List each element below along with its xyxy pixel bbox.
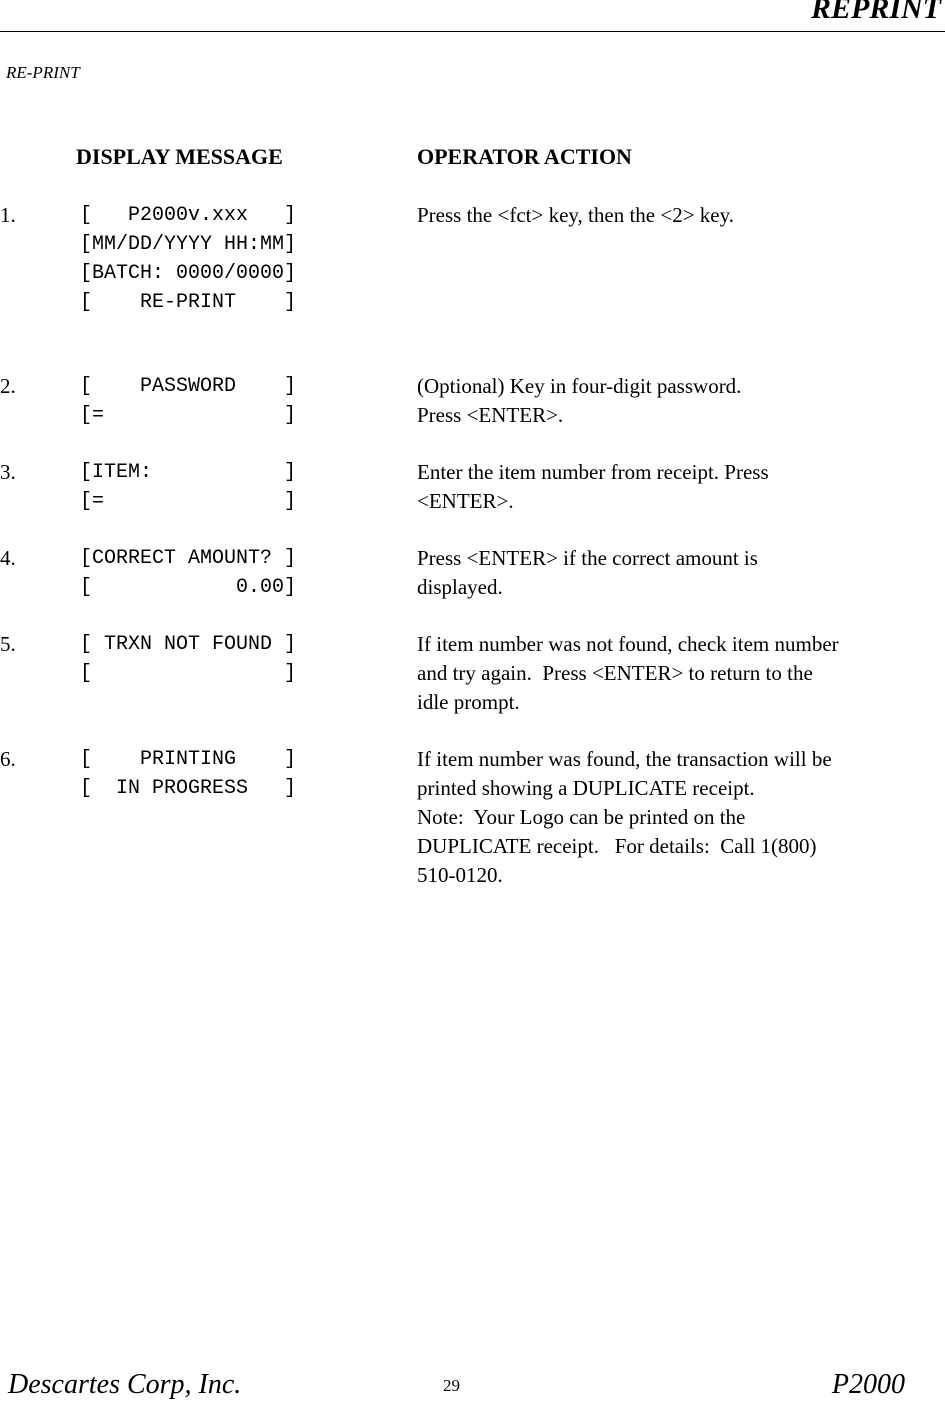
display-message — [80, 630, 342, 688]
footer-company-name: Descartes Corp, Inc. — [8, 1369, 242, 1400]
display-line: [ PASSWORD ] — [80, 375, 297, 398]
action-line: Press <ENTER>. — [417, 403, 564, 427]
footer-page-number: 29 — [443, 1376, 460, 1395]
operator-action — [417, 544, 927, 602]
step-number: 1. — [0, 203, 16, 227]
action-line: DUPLICATE receipt. For details: Call 1(800) — [417, 834, 817, 858]
display-message — [80, 745, 342, 803]
section-label: RE-PRINT — [6, 63, 80, 82]
display-line: [ RE-PRINT ] — [80, 291, 297, 314]
display-line: [MM/DD/YYYY HH:MM] — [80, 233, 297, 256]
footer-product-name: P2000 — [831, 1369, 905, 1400]
action-line: Note: Your Logo can be printed on the — [417, 805, 746, 829]
display-line: [CORRECT AMOUNT? ] — [80, 547, 297, 570]
operator-action-heading: OPERATOR ACTION — [417, 144, 632, 169]
display-line: [ P2000v.xxx ] — [80, 204, 297, 227]
action-line: If item number was found, the transaction will be — [417, 747, 832, 771]
action-line: displayed. — [417, 575, 503, 599]
operator-action — [417, 630, 927, 717]
operator-action — [417, 201, 927, 230]
display-line: [ 0.00] — [80, 576, 297, 599]
action-line: If item number was not found, check item number — [417, 632, 839, 656]
display-line: [= ] — [80, 490, 297, 513]
display-message — [80, 201, 342, 317]
display-line: [ TRXN NOT FOUND ] — [80, 633, 297, 656]
operator-action — [417, 372, 927, 430]
action-line: <ENTER>. — [417, 489, 514, 513]
step-number: 3. — [0, 460, 16, 484]
display-line: [ ] — [80, 662, 297, 685]
display-line: [ IN PROGRESS ] — [80, 777, 297, 800]
operator-action — [417, 745, 927, 890]
action-line: and try again. Press <ENTER> to return to the — [417, 661, 813, 685]
action-line: idle prompt. — [417, 690, 520, 714]
display-line: [= ] — [80, 404, 297, 427]
action-line: (Optional) Key in four-digit password. — [417, 374, 742, 398]
action-line: Enter the item number from receipt. Press — [417, 460, 769, 484]
display-message — [80, 458, 342, 516]
step-number: 6. — [0, 747, 16, 771]
action-line: printed showing a DUPLICATE receipt. — [417, 776, 755, 800]
display-line: [ PRINTING ] — [80, 748, 297, 771]
display-line: [BATCH: 0000/0000] — [80, 262, 297, 285]
action-line: 510-0120. — [417, 863, 503, 887]
display-message-heading: DISPLAY MESSAGE — [76, 144, 283, 169]
header-rule — [0, 31, 945, 32]
page-header-title: REPRINT — [810, 0, 941, 25]
display-message — [80, 372, 342, 430]
action-line: Press <ENTER> if the correct amount is — [417, 546, 758, 570]
operator-action — [417, 458, 927, 516]
display-line: [ITEM: ] — [80, 461, 297, 484]
step-number: 4. — [0, 546, 16, 570]
display-message — [80, 544, 342, 602]
step-number: 5. — [0, 632, 16, 656]
action-line: Press the <fct> key, then the <2> key. — [417, 203, 734, 227]
step-number: 2. — [0, 374, 16, 398]
